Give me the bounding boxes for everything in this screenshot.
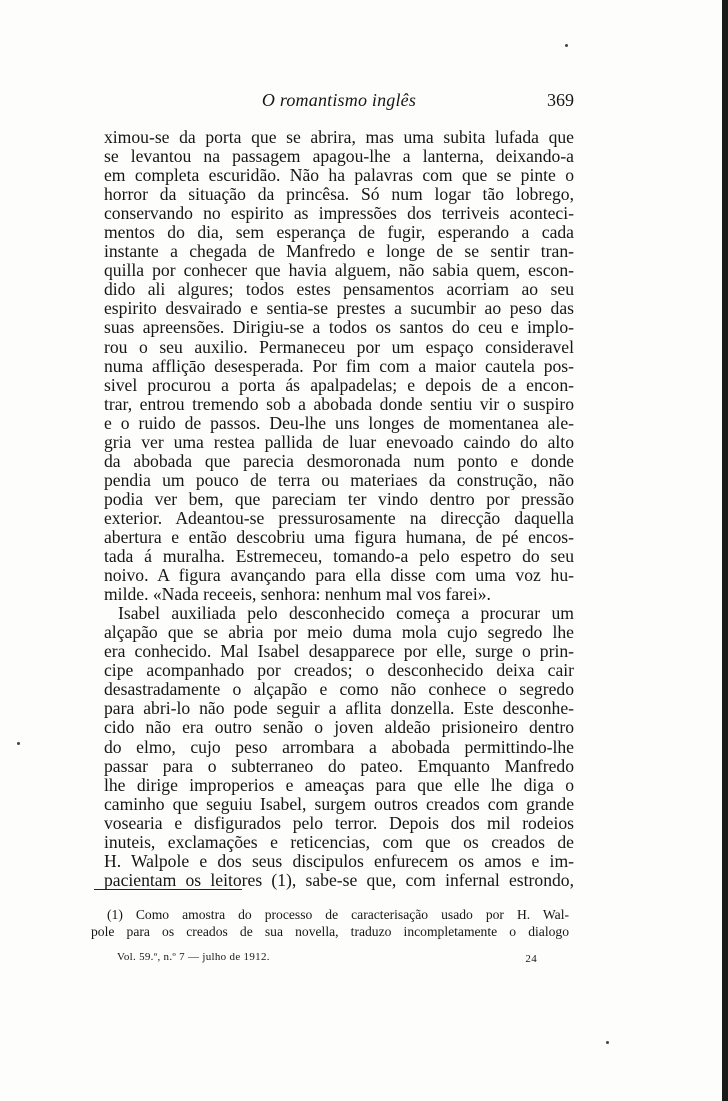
text-line: passar para o subterraneo do pateo. Emquanto Manfredo <box>104 755 574 776</box>
text-line: e o ruido de passos. Deu-lhe uns longes de momentanea ale- <box>104 412 574 433</box>
footnote-divider <box>94 889 242 890</box>
text-line: abertura e então descobriu uma figura humana, de pé encos- <box>104 526 574 547</box>
footnote-line: pole para os creados de sua novella, traduzo incompletamente o dialogo <box>91 924 569 939</box>
footnote <box>91 906 569 940</box>
page-header <box>104 90 574 116</box>
text-line: do elmo, cujo peso arrombara a abobada permittindo-lhe <box>104 736 574 757</box>
page-number: 369 <box>547 90 574 110</box>
text-line: suas apreensões. Dirigiu-se a todos os santos do ceu e implo- <box>104 317 574 338</box>
text-line: instante a chegada de Manfredo e longe de se sentir tran- <box>104 241 574 262</box>
text-line: vosearia e disfigurados pelo terror. Depois dos mil rodeios <box>104 812 574 833</box>
footnote-line: (1) Como amostra do processo de caracterisação usado por H. Wal- <box>107 907 569 922</box>
text-line: ximou-se da porta que se abrira, mas uma subita lufada que <box>104 127 574 147</box>
text-line: exterior. Adeantou-se pressurosamente na direcção daquella <box>104 507 574 528</box>
text-line: gria ver uma restea pallida de luar enevoado caindo do alto <box>104 431 574 452</box>
text-line: em completa escuridão. Não ha palavras com que se pinte o <box>104 165 574 186</box>
volume-imprint: Vol. 59.º, n.º 7 — julho de 1912. <box>117 951 270 963</box>
text-line: inuteis, exclamações e reticencias, com que os creados de <box>104 831 574 852</box>
text-line: quilla por conhecer que havia alguem, não sabia quem, escon- <box>104 260 574 281</box>
paper-speck <box>17 742 20 745</box>
text-line: pendia um pouco de terra ou materiaes da construção, não <box>104 469 574 490</box>
text-line: rou o seu auxilio. Permaneceu por um espaço consideravel <box>104 336 574 357</box>
text-line: dido ali algures; todos estes pensamentos acorriam ao seu <box>104 279 574 300</box>
text-line: noivo. A figura avançando para ella disse com uma voz hu- <box>104 565 574 586</box>
text-line: caminho que seguiu Isabel, surgem outros creados com grande <box>104 793 574 814</box>
text-line: era conhecido. Mal Isabel desapparece por elle, surge o prin- <box>104 641 574 662</box>
text-line: desastradamente o alçapão e como não conhece o segredo <box>104 679 574 700</box>
text-line: pacientam os leitores (1), sabe-se que, com infernal estrondo, <box>104 869 574 890</box>
body-text <box>104 128 574 890</box>
paper-speck <box>606 1041 609 1044</box>
text-line: cipe acompanhado por creados; o desconhecido deixa cair <box>104 660 574 681</box>
signature-mark: 24 <box>525 953 537 965</box>
text-line: numa affliçāo desesperada. Por fim com a maior cautela pos- <box>104 355 574 376</box>
text-line: alçapão que se abria por meio duma mola cujo segredo lhe <box>104 622 574 643</box>
text-line: sivel procurou a porta ás apalpadelas; e depois de a encon- <box>104 374 574 395</box>
text-line: tada á muralha. Estremeceu, tomando-a pelo espetro do seu <box>104 546 574 567</box>
text-line: conservando no espirito as impressões dos terriveis aconteci- <box>104 203 574 224</box>
text-line: H. Walpole e dos seus discipulos enfurecem os amos e im- <box>104 850 574 871</box>
page-footer <box>117 951 537 967</box>
text-line: da abobada que parecia desmoronada num ponto e donde <box>104 450 574 471</box>
text-line: se levantou na passagem apagou-lhe a lanterna, deixando-a <box>104 146 574 167</box>
text-line: lhe dirige improperios e ameaças para que elle lhe diga o <box>104 774 574 795</box>
text-line: cido não era outro senão o joven aldeão prisioneiro dentro <box>104 717 574 738</box>
text-line: espirito desvairado e sentia-se prestes a sucumbir ao peso das <box>104 298 574 319</box>
paragraph-end-line: milde. «Nada receeis, senhora: nenhum mal vos farei». <box>104 584 491 605</box>
text-line: mentos do dia, sem esperança de fugir, esperando a cada <box>104 222 574 243</box>
text-line: trar, entrou tremendo sob a abobada donde sentiu vir o suspiro <box>104 393 574 414</box>
text-line: horror da situação da princêsa. Só num logar tão lobrego, <box>104 184 574 205</box>
running-title: O romantismo inglês <box>261 90 417 110</box>
paragraph-start-line: Isabel auxiliada pelo desconhecido começa a procurar um <box>118 603 574 624</box>
text-line: para abri-lo não pode seguir a aflita donzella. Este desconhe- <box>104 698 574 719</box>
paper-speck <box>565 44 568 47</box>
text-line: podia ver bem, que pareciam ter vindo dentro por pressão <box>104 488 574 509</box>
